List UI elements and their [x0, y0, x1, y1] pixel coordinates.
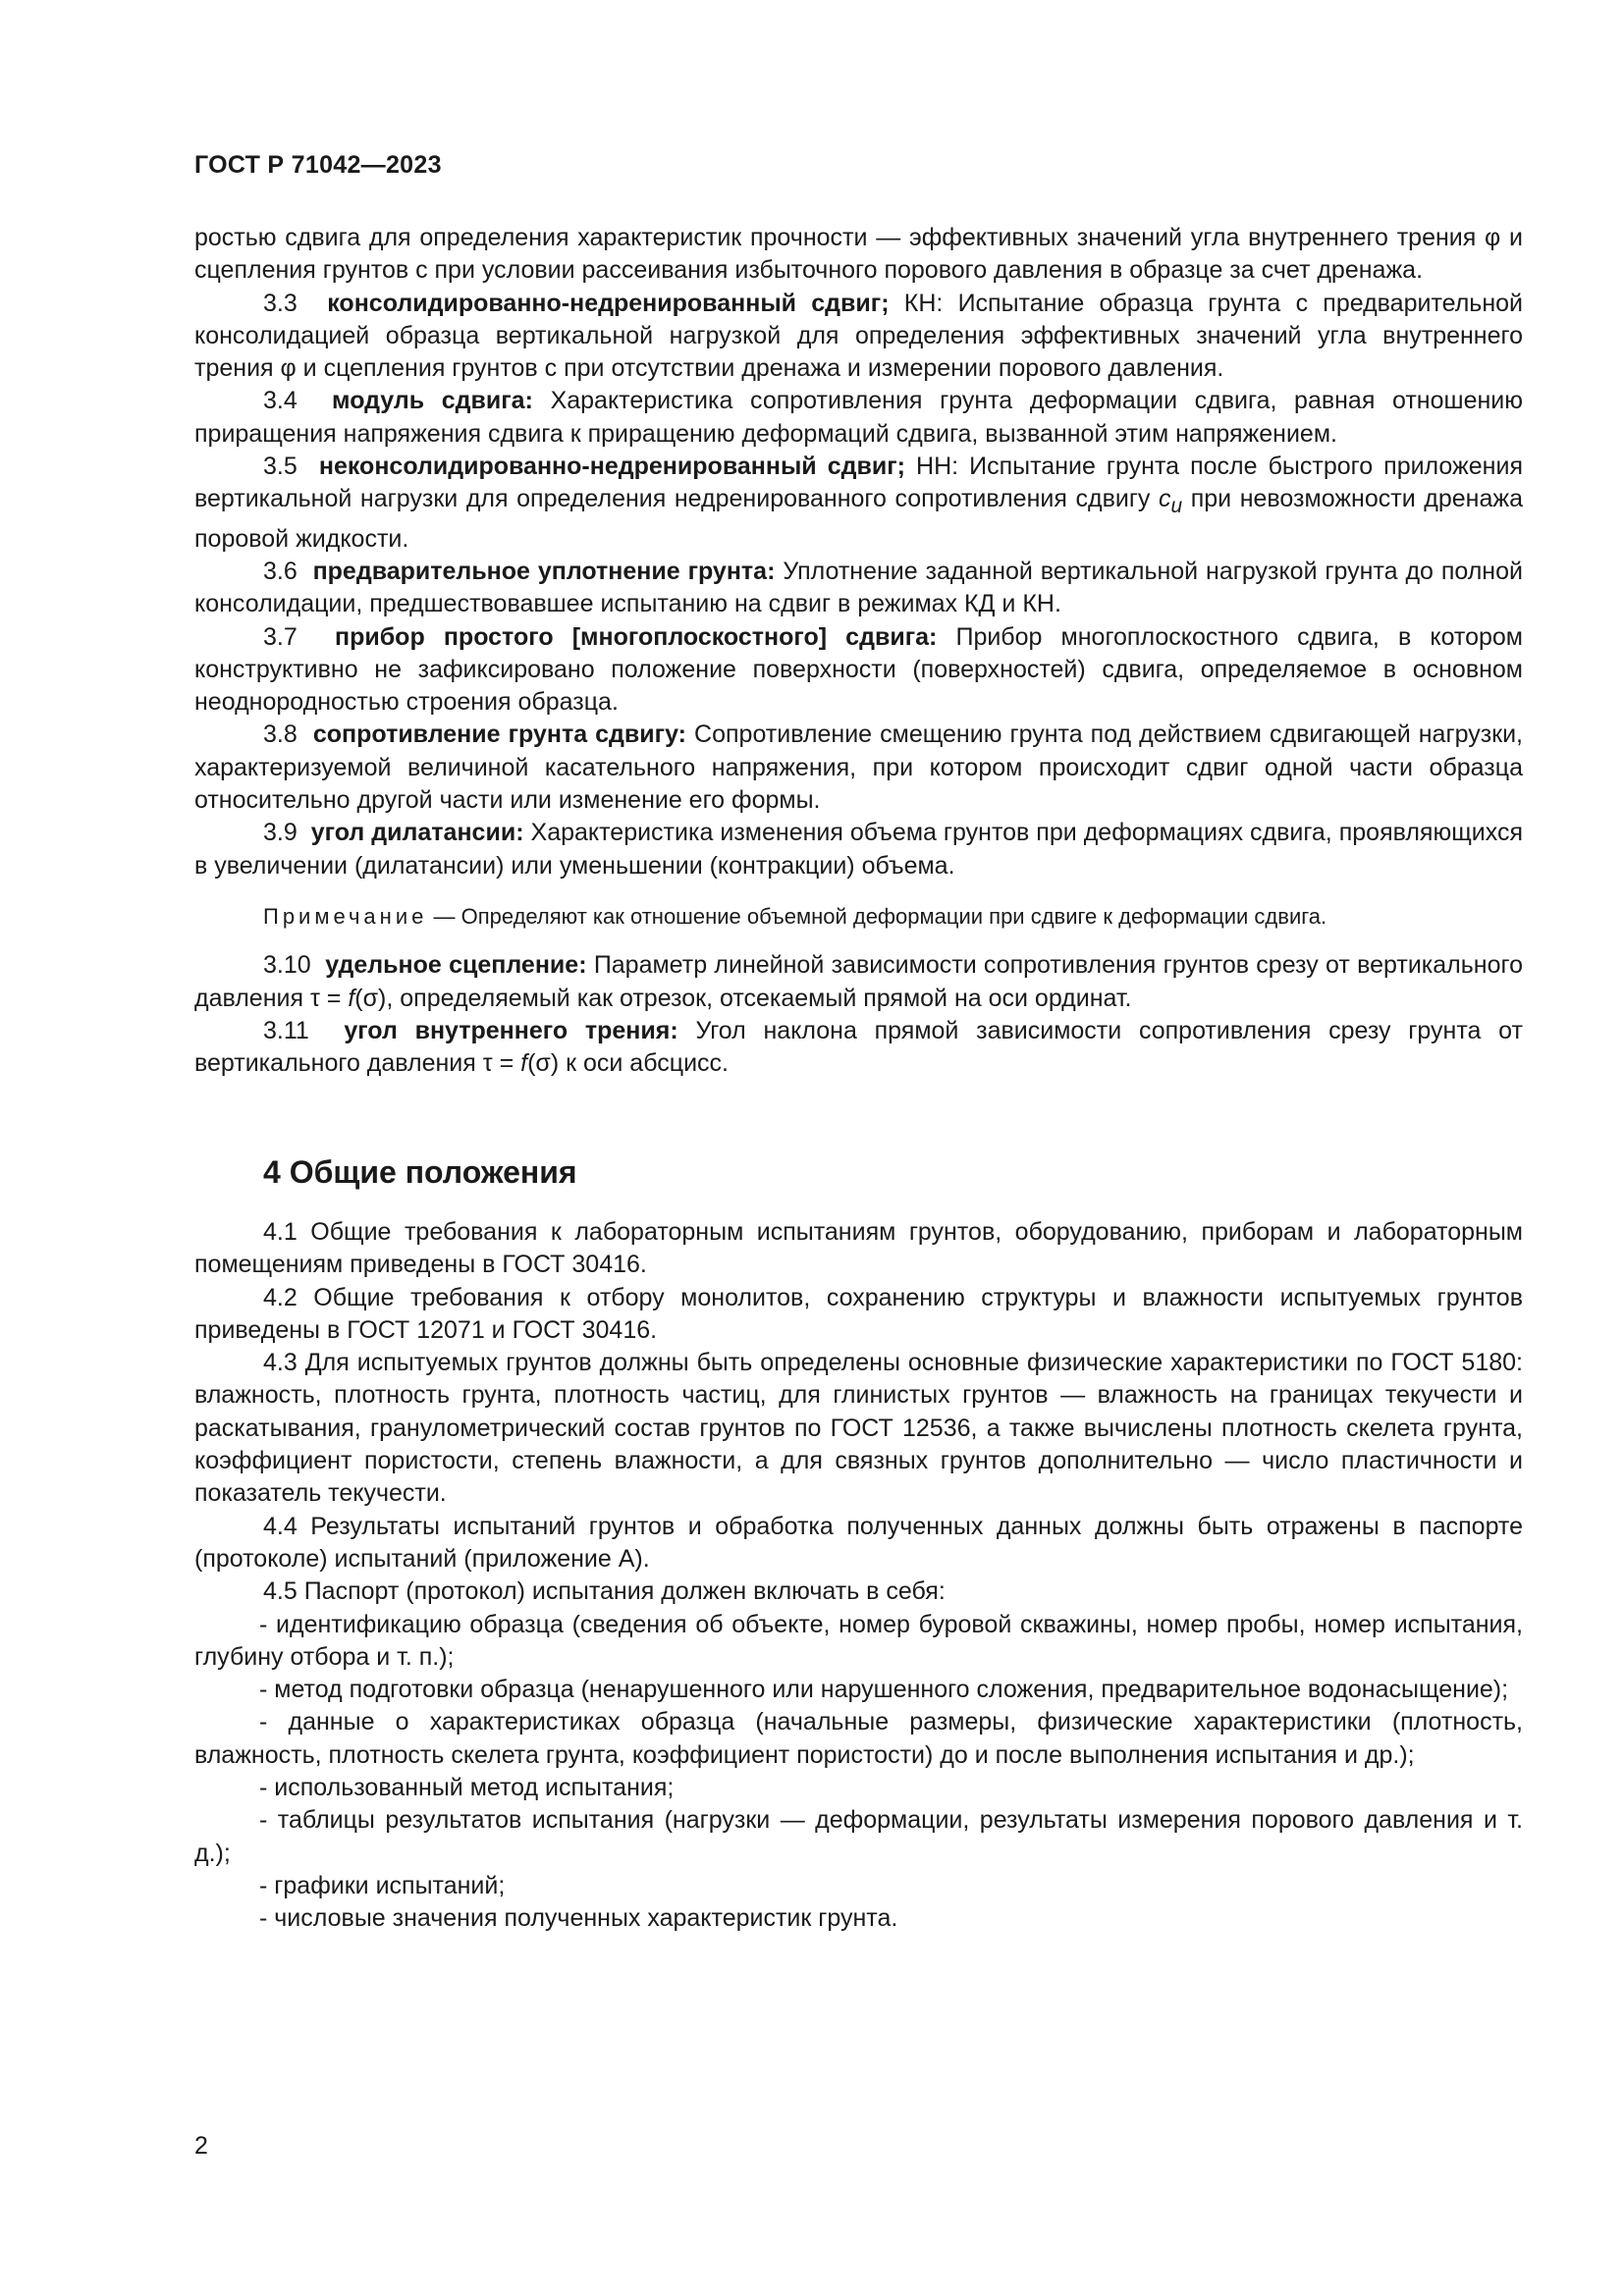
definition-term: угол дилатансии: — [310, 819, 524, 847]
list-item: - использованный метод испытания; — [259, 1774, 675, 1802]
definition-term: неконсолидированно-недренированный сдвиг; — [318, 453, 905, 481]
definition-3-5 — [194, 451, 1523, 556]
continuation-paragraph: ростью сдвига для определения характеристик прочности — эффективных значений угла внутреннего трения φ и сцепления грунтов c при условии рассеивания избыточного порового давления в образце за счет дренажа. — [194, 224, 1523, 285]
definition-text-end: при невозможности дренажа поровой жидкости. — [194, 485, 1523, 553]
list-item: - таблицы результатов испытания (нагрузки — деформации, результаты измерения порового давления и т. д.); — [194, 1806, 1523, 1867]
symbol-c: c — [1159, 485, 1171, 513]
definition-3-8 — [194, 719, 1523, 817]
definition-text-end: (σ) к оси абсцисс. — [527, 1049, 729, 1078]
list-item: - графики испытаний; — [259, 1871, 506, 1899]
definition-number: 3.5 — [263, 453, 298, 481]
paragraph-4-1: 4.1 Общие требования к лабораторным испытаниям грунтов, оборудованию, приборам и лабораторным помещениям приведены в ГОСТ 30416. — [194, 1218, 1523, 1279]
document-header: ГОСТ Р 71042—2023 — [194, 151, 442, 179]
section-title: 4 Общие положения — [263, 1154, 577, 1190]
definition-term: модуль сдвига: — [332, 387, 533, 415]
definition-3-7 — [194, 621, 1523, 720]
paragraph-4-5: 4.5 Паспорт (протокол) испытания должен включать в себя: — [263, 1577, 946, 1606]
symbol-subscript: u — [1170, 495, 1183, 518]
general-section-body — [194, 1216, 1523, 1936]
paragraph-4-4: 4.4 Результаты испытаний грунтов и обработка полученных данных должны быть отражены в паспорте (протоколе) испытаний (приложение А). — [194, 1512, 1523, 1573]
definition-3-6 — [194, 556, 1523, 621]
definition-number: 3.9 — [263, 819, 298, 847]
definition-3-9 — [194, 817, 1523, 882]
definition-text: НН: Испытание грунта после быстрого приложения вертикальной нагрузки для определения недренированного сопротивления сдвигу — [194, 453, 1523, 513]
list-item: - метод подготовки образца (ненарушенного или нарушенного сложения, предварительное водонасыщение); — [259, 1676, 1509, 1704]
definition-3-11 — [194, 1015, 1523, 1081]
definition-number: 3.10 — [263, 951, 311, 980]
note-label: Примечание — [263, 903, 428, 929]
definition-3-3 — [194, 288, 1523, 386]
function-symbol: f — [520, 1049, 528, 1078]
note-text: — Определяют как отношение объемной деформации при сдвиге к деформации сдвига. — [433, 903, 1327, 929]
definition-term: консолидированно-недренированный сдвиг; — [327, 289, 890, 317]
note — [194, 900, 1523, 933]
definition-text: Характеристика сопротивления грунта деформации сдвига, равная отношению приращения напряжения сдвига к приращению деформаций сдвига, вызванной этим напряжением. — [194, 387, 1524, 448]
definition-text: Угол наклона прямой зависимости сопротивления срезу грунта от вертикального давления τ = — [194, 1016, 1523, 1078]
definition-number: 3.4 — [263, 387, 298, 415]
definition-term: прибор простого [многоплоскостного] сдвига: — [335, 622, 938, 651]
definition-text: Параметр линейной зависимости сопротивления грунтов срезу от вертикального давления τ = — [194, 951, 1523, 1012]
definition-number: 3.7 — [263, 622, 298, 651]
definition-term: удельное сцепление: — [325, 951, 587, 980]
list-item: - идентификацию образца (сведения об объекте, номер буровой скважины, номер пробы, номер испытания, глубину отбора и т. п.); — [194, 1610, 1523, 1671]
definition-term: сопротивление грунта сдвигу: — [312, 721, 686, 749]
paragraph-4-2: 4.2 Общие требования к отбору монолитов, сохранению структуры и влажности испытуемых грунтов приведены в ГОСТ 12071 и ГОСТ 30416. — [194, 1283, 1523, 1344]
definition-3-4 — [194, 385, 1523, 451]
definition-text: Характеристика изменения объема грунтов при деформациях сдвига, проявляющихся в увеличении (дилатансии) или уменьшении (контракции) объема. — [194, 819, 1523, 880]
definition-3-10 — [194, 949, 1523, 1015]
definition-text-end: (σ), определяемый как отрезок, отсекаемый прямой на оси ординат. — [354, 984, 1132, 1012]
definition-number: 3.3 — [263, 289, 298, 317]
definition-text: Прибор многоплоскостного сдвига, в котором конструктивно не зафиксировано положение поверхности (поверхностей) сдвига, определяемое в основном неоднородностью строения образца. — [194, 622, 1523, 717]
function-symbol: f — [348, 984, 355, 1012]
list-item: - данные о характеристиках образца (начальные размеры, физические характеристики (плотность, влажность, плотность скелета грунта, коэффициент пористости) до и после выполнения испытания и др.); — [194, 1708, 1523, 1769]
definition-text: Сопротивление смещению грунта под действием сдвигающей нагрузки, характеризуемой величиной касательного напряжения, при котором происходит сдвиг одной части образца относительно другой части или изменение его формы. — [194, 721, 1524, 815]
definition-number: 3.6 — [263, 557, 298, 585]
list-item: - числовые значения полученных характеристик грунта. — [259, 1904, 898, 1933]
definition-number: 3.11 — [263, 1016, 309, 1044]
definition-term: угол внутреннего трения: — [344, 1016, 678, 1044]
definition-text: Уплотнение заданной вертикальной нагрузкой грунта до полной консолидации, предшествовавшее испытанию на сдвиг в режимах КД и КН. — [194, 557, 1523, 618]
definition-text: КН: Испытание образца грунта с предварительной консолидацией образца вертикальной нагрузкой для определения эффективных значений угла внутреннего трения φ и сцепления грунтов c при отсутствии дренажа и измерении порового давления. — [194, 289, 1523, 383]
definition-number: 3.8 — [263, 721, 298, 749]
paragraph-4-3: 4.3 Для испытуемых грунтов должны быть определены основные физические характеристики по ГОСТ 5180: влажность, плотность грунта, плотность частиц, для глинистых грунтов — влажность на границах текучести и раскатывания, гранулометрический состав грунтов по ГОСТ 12536, а также вычислены плотность скелета грунта, коэффициент пористости, степень влажности, а для связных грунтов дополнительно — число пластичности и показатель текучести. — [194, 1349, 1523, 1508]
definition-term: предварительное уплотнение грунта: — [312, 557, 776, 585]
page-number: 2 — [194, 2132, 208, 2160]
terms-section-body — [194, 222, 1523, 1080]
